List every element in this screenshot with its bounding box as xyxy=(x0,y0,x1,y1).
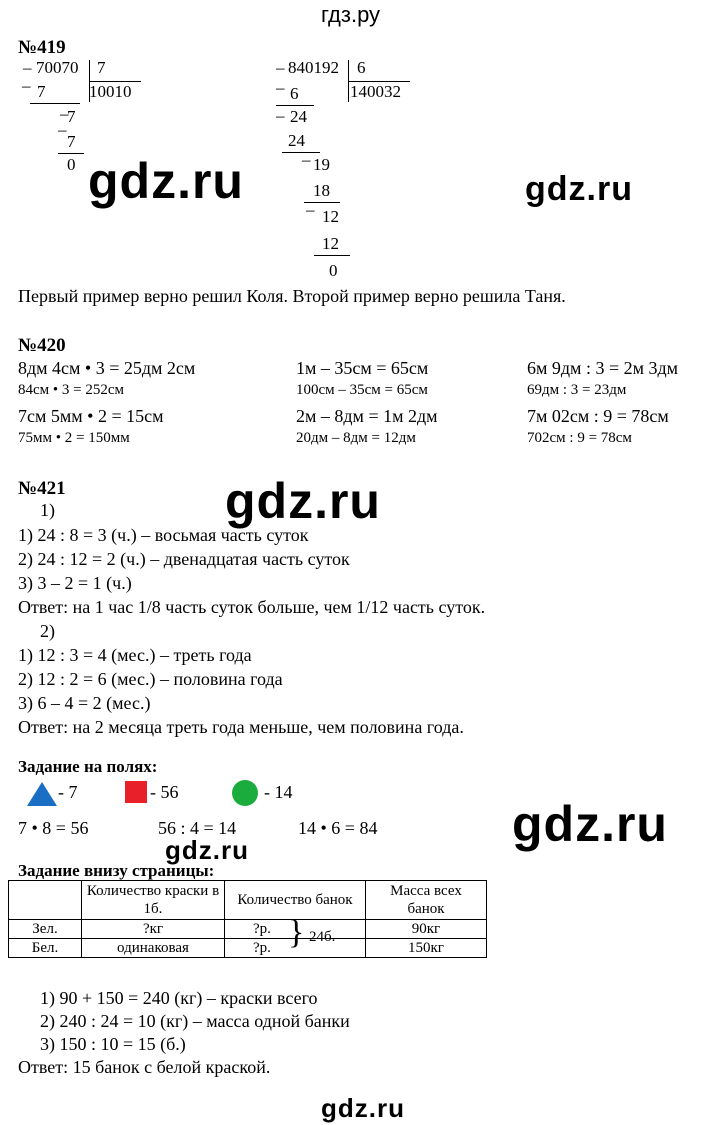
step: 2) 12 : 2 = 6 (мес.) – половина года xyxy=(18,669,283,689)
shape-value: - 56 xyxy=(150,782,179,802)
step: 3) 3 – 2 = 1 (ч.) xyxy=(18,573,132,593)
step: 1) 12 : 3 = 4 (мес.) – треть года xyxy=(18,645,252,665)
step: 24 xyxy=(290,107,307,126)
site-header[interactable]: гдз.ру xyxy=(321,2,381,27)
brace-icon: } xyxy=(288,914,305,951)
dividend: 840192 xyxy=(288,58,339,77)
task-421-title: №421 xyxy=(18,478,66,499)
shape-value: - 7 xyxy=(58,782,78,802)
table-cell xyxy=(9,881,82,920)
step: 3) 6 – 4 = 2 (мес.) xyxy=(18,693,151,713)
dividend: 70070 xyxy=(36,58,79,77)
quotient: 140032 xyxy=(350,82,401,101)
step: 7 xyxy=(37,82,46,101)
watermark: gdz.ru xyxy=(321,1093,405,1123)
table-cell: 150кг xyxy=(366,939,487,958)
equation: 7м 02см : 9 = 78см xyxy=(527,406,669,426)
watermark: gdz.ru xyxy=(88,153,244,209)
step: 2) 240 : 24 = 10 (кг) – масса одной банки xyxy=(40,1011,350,1031)
watermark: gdz.ru xyxy=(225,473,381,529)
table-row xyxy=(9,939,487,958)
watermark: gdz.ru xyxy=(512,796,668,852)
divisor: 7 xyxy=(97,58,106,77)
task-419-title: №419 xyxy=(18,37,66,58)
task-420-title: №420 xyxy=(18,335,66,356)
answer: Ответ: на 1 час 1/8 часть суток больше, чем 1/12 часть суток. xyxy=(18,597,486,617)
table-cell: Бел. xyxy=(9,939,82,958)
table-row xyxy=(9,920,487,939)
equation: 84см • 3 = 252см xyxy=(18,382,125,398)
equation: 1м – 35см = 65см xyxy=(296,358,429,378)
table-cell: Количество краски в 1б. xyxy=(82,881,225,920)
equation: 75мм • 2 = 150мм xyxy=(18,430,130,446)
part-label: 2) xyxy=(40,621,55,641)
step: 12 xyxy=(322,234,339,253)
equation: 69дм : 3 = 23дм xyxy=(527,382,627,398)
divisor: 6 xyxy=(357,58,366,77)
bottom-task-title: Задание внизу страницы: xyxy=(18,861,215,880)
step: 12 xyxy=(322,207,339,226)
step: 2) 24 : 12 = 2 (ч.) – двенадцатая часть суток xyxy=(18,549,350,569)
equation: 100см – 35см = 65см xyxy=(296,382,428,398)
cans-value: ?р. xyxy=(253,940,271,956)
table-cell: одинаковая xyxy=(82,939,225,958)
table-cell: ?кг xyxy=(82,920,225,939)
square-icon xyxy=(125,781,147,803)
equation: 702см : 9 = 78см xyxy=(527,430,632,446)
watermark: gdz.ru xyxy=(165,835,249,865)
watermark: gdz.ru xyxy=(525,170,633,208)
step: 0 xyxy=(329,261,338,280)
cans-value: ?р. xyxy=(253,921,271,937)
equation: 7 • 8 = 56 xyxy=(18,818,89,838)
equation: 2м – 8дм = 1м 2дм xyxy=(296,406,438,426)
equation: 6м 9дм : 3 = 2м 3дм xyxy=(527,358,679,378)
step: 6 xyxy=(290,84,299,103)
step: 1) 90 + 150 = 240 (кг) – краски всего xyxy=(40,988,318,1008)
equation: 14 • 6 = 84 xyxy=(298,818,378,838)
step: 7 xyxy=(67,132,76,151)
step: 18 xyxy=(313,181,330,200)
step: 24 xyxy=(288,131,305,150)
step: 1) 24 : 8 = 3 (ч.) – восьмая часть суток xyxy=(18,525,309,545)
task-419-conclusion: Первый пример верно решил Коля. Второй пример верно решила Таня. xyxy=(18,286,566,306)
equation: 20дм – 8дм = 12дм xyxy=(296,430,416,446)
answer: Ответ: на 2 месяца треть года меньше, чем половина года. xyxy=(18,717,464,737)
margin-task-title: Задание на полях: xyxy=(18,757,158,776)
total-cans: 24б. xyxy=(309,929,336,945)
step: 3) 150 : 10 = 15 (б.) xyxy=(40,1034,186,1054)
equation: 8дм 4см • 3 = 25дм 2см xyxy=(18,358,196,378)
step: 0 xyxy=(67,155,76,174)
triangle-icon xyxy=(26,781,58,807)
minus-sign: – xyxy=(23,58,32,77)
circle-icon xyxy=(232,780,258,806)
quotient: 10010 xyxy=(89,82,132,101)
table-cell: Количество банок xyxy=(225,881,366,920)
step: 7 xyxy=(67,107,76,126)
part-label: 1) xyxy=(40,500,55,520)
table-cell: Масса всех банок xyxy=(366,881,487,920)
table-cell: Зел. xyxy=(9,920,82,939)
data-table xyxy=(8,880,487,958)
equation: 7см 5мм • 2 = 15см xyxy=(18,406,164,426)
table-cell: 90кг xyxy=(366,920,487,939)
shape-value: - 14 xyxy=(264,782,293,802)
table-header-row xyxy=(9,881,487,920)
step: 19 xyxy=(313,155,330,174)
answer: Ответ: 15 банок с белой краской. xyxy=(18,1057,271,1077)
equation: 56 : 4 = 14 xyxy=(158,818,237,838)
